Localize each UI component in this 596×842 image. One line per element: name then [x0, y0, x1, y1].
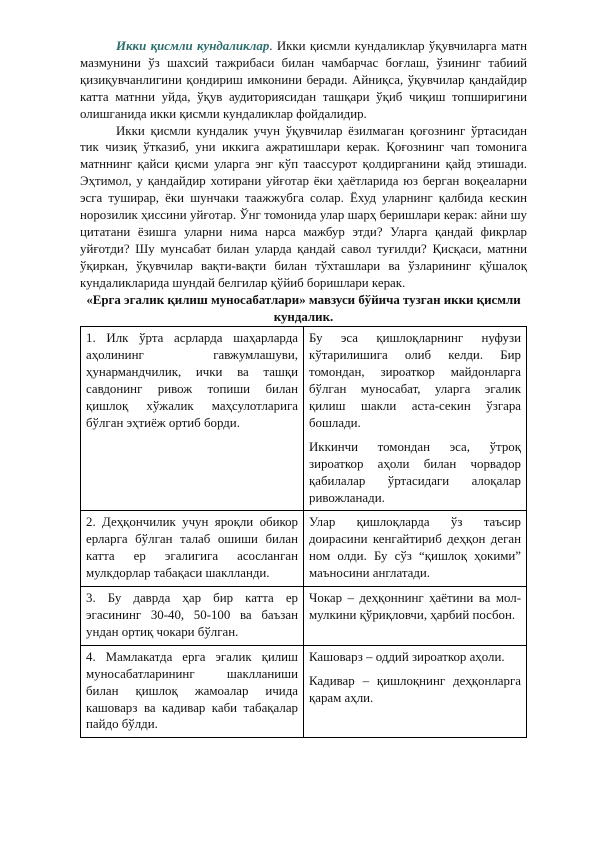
- section-term: Икки қисмли кундаликлар: [116, 39, 270, 53]
- intro-paragraph-2: Икки қисмли кундалик учун ўқувчилар ёзилмаган қоғознинг ўртасидан тик чизиқ ўтказиб, уни иккига ажратишлари керак. Қоғознинг чап томонига матннинг қайси қисми уларга энг кўп таассурот қолдирганини қайд этишади. Эҳтимол, у қандайдир хотирани уйғотар ёки ҳаётларида юз берган воқеаларни эсга туширар, ёки шунчаки таажжубга солар. Ёхуд уларнинг қалбида кескин норозилик ҳиссини уйғотар. Ўнг томонида улар шарҳ беришлари керак: айни шу цитатани ёзишга уларни нима нарса мажбур этди? Уларга қандай фикрлар уйғотди? Шу мунсабат билан уларда қандай савол туғилди? Қисқаси, матнни ўқиркан, ўқувчилар вақти-вақти билан тўхташлари ва ўзларининг қўшалоқ кундаликларида шундай белгилар қўйиб боришлари керак.: [80, 123, 527, 290]
- diary-table: [80, 326, 527, 738]
- cell-text: Иккинчи томондан эса, ўтроқ зироаткор аҳоли билан чорвадор қабилалар ўртасидаги алоқалар ривожланади.: [309, 439, 521, 505]
- document-page: [80, 38, 527, 738]
- table-caption: «Ерга эгалик қилиш муносабатлари» мавзуси бўйича тузган икки қисмли кундалик.: [86, 292, 521, 324]
- cell-text: Бу эса қишлоқларнинг нуфузи кўтарилишига олиб келди. Бир томондан, зироаткор майдонларга бўлган муносабат, уларга эгалик қилиш шакли аста-секин ўзгара бошлади.: [309, 331, 521, 430]
- left-cell: [81, 645, 304, 738]
- cell-text: Улар қишлоқларда ўз таъсир доирасини кенгайтириб деҳқон деган ном олди. Бу сўз “қишлоқ ҳокими” маъносини англатади.: [309, 515, 521, 581]
- cell-text: Кадивар – қишлоқнинг деҳқонларга қарам аҳли.: [309, 673, 521, 705]
- right-cell: [304, 511, 527, 587]
- right-cell: [304, 327, 527, 511]
- left-cell: [81, 327, 304, 511]
- cell-text: 1. Илк ўрта асрларда шаҳарларда аҳолининг гавжумлашуви, ҳунармандчилик, ички ва ташқи савдонинг ривож топиши билан қишлоқ хўжалик маҳсулотларига бўлган эҳтиёж ортиб борди.: [86, 331, 298, 430]
- table-row: [81, 587, 527, 646]
- table-row: [81, 511, 527, 587]
- cell-text: 2. Деҳқончилик учун яроқли обикор ерларга бўлган талаб ошиши билан катта ер эгалигига асосланган мулкдорлар табақаси шаклланди.: [86, 515, 298, 581]
- cell-text: 3. Бу даврда ҳар бир катта ер эгасининг 30-40, 50-100 ва баъзан ундан ортиқ чокари бўлган.: [86, 591, 298, 639]
- intro-paragraph-1: [80, 38, 527, 123]
- table-row: [81, 327, 527, 511]
- right-cell: [304, 587, 527, 646]
- left-cell: [81, 511, 304, 587]
- cell-text: Кашоварз – оддий зироаткор аҳоли.: [309, 649, 505, 664]
- cell-text: 4. Мамлакатда ерга эгалик қилиш муносабатларининг шаклланиши билан қишлоқ жамоалар ичида кашоварз ва кадивар каби табақалар пайдо бўлди.: [86, 649, 298, 732]
- left-cell: [81, 587, 304, 646]
- table-row: [81, 645, 527, 738]
- right-cell: [304, 645, 527, 738]
- intro-paragraph-1-text: . Икки қисмли кундаликлар ўқувчиларга матн мазмунини ўз шахсий тажрибаси билан чамбарчас боғлаш, ўзининг табиий қизиқувчанлигини қондириш имконини беради. Айниқса, ўқувчилар қандайдир катта матнни уйда, ўқув аудиториясидан ташқари ўқиб чиқиш топширигини олишганида икки қисмли кундаликлар фойдалидир.: [80, 39, 527, 121]
- cell-text: Чокар – деҳқоннинг ҳаётини ва мол-мулкини қўриқловчи, ҳарбий посбон.: [309, 591, 521, 622]
